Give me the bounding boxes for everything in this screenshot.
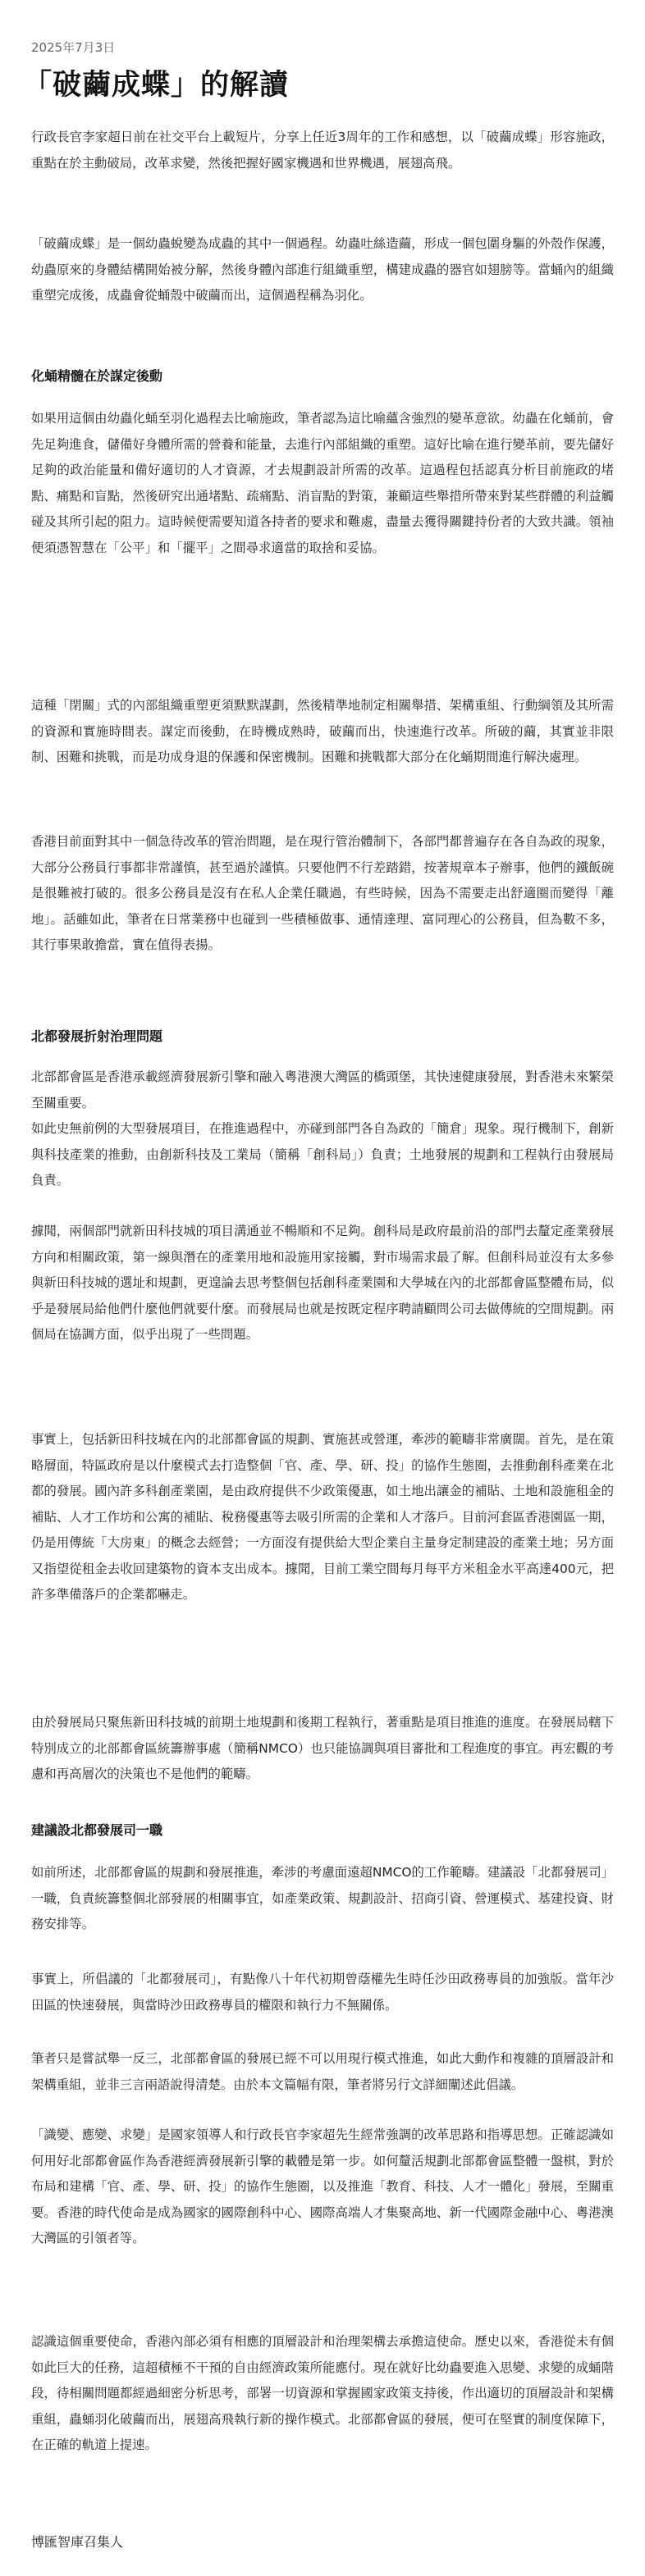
paragraph-2: 「破繭成蝶」是一個幼蟲蛻變為成蟲的其中一個過程。幼蟲吐絲造繭，形成一個包圍身驅的外殼作保護，幼蟲原來的身體結構開始被分解，然後身體內部進行組織重塑，構建成蟲的器官如翅膀等。當蛹內的組織重塑完成後，成蟲會從蛹殼中破繭而出，這個過程稱為羽化。 [31,236,614,303]
paragraph-14: 認識這個重要使命，香港內部必須有相應的頂層設計和治理架構去承擔這使命。歷史以來，香港從未有個如此巨大的任務，這超積極不干預的自由經濟政策所能應付。現在就好比幼蟲要進入思變、求變的成蛹階段，待相關問題都經過細密分析思考，部署一切資源和掌握國家政策支持後，作出適切的頂層設計和架構重組，蟲蛹羽化破繭而出，展翅高飛執行新的操作模式。北部都會區的發展，便可在堅實的制度保障下，在正確的軌道上提速。 [31,2334,614,2452]
section-heading-2: 北都發展折射治理問題 [31,1028,163,1044]
section-heading-1: 化蛹精髓在於謀定後動 [31,368,163,384]
paragraph-8: 事實上，包括新田科技城在內的北部都會區的規劃、實施甚或營運，牽涉的範疇非常廣闊。首先，是在策略層面，特區政府是以什麼模式去打造整個「官、產、學、研、投」的協作生態圈，去推動創科產業在北都的發展。國內許多科創產業園，是由政府提供不少政策優惠，如土地出讓金的補貼、土地和設施租金的補貼、人才工作坊和公寓的補貼、稅務優惠等去吸引所需的企業和人才落戶。目前河套區香港園區一期，仍是用傳統「大房東」的概念去經營；一方面沒有提供給大型企業自主量身定制建設的產業土地；另方面又指望從租金去收回建築物的資本支出成本。據聞，目前工業空間每月每平方米租金水平高達400元，把許多準備落戶的企業都嚇走。 [31,1432,614,1602]
paragraph-12: 筆者只是嘗試舉一反三，北部都會區的發展已經不可以用現行模式推進，如此大動作和複雜的頂層設計和架構重組，並非三言兩語說得清楚。由於本文篇幅有限，筆者將另行文詳細闡述此倡議。 [31,2051,614,2092]
paragraph-7: 據聞，兩個部門就新田科技城的項目溝通並不暢順和不足夠。創科局是政府最前沿的部門去釐定產業發展方向和相關政策，第一線與潛在的產業用地和設施用家接觸，對市場需求最了解。但創科局並沒有太多參與新田科技城的選址和規劃，更遑論去思考整個包括創科產業園和大學城在內的北部都會區整體布局，似乎是發展局給他們什麼他們就要什麼。而發展局也就是按既定程序聘請顧問公司去做傳統的空間規劃。兩個局在協調方面，似乎出現了一些問題。 [31,1224,614,1342]
paragraph-4: 這種「閉關」式的內部組織重塑更須默默謀劃，然後精準地制定相關舉措、架構重組、行動綱領及其所需的資源和實施時間表。謀定而後動，在時機成熟時，破繭而出，快速進行改革。所破的繭，其實並非限制、困難和挑戰，而是功成身退的保護和保密機制。困難和挑戰都大部分在化蛹期間進行解決處理。 [31,698,614,764]
article-title: 「破繭成蝶」的解讀 [23,69,290,102]
paragraph-11: 事實上，所倡議的「北都發展司」，有點像八十年代初期曾蔭權先生時任沙田政務專員的加強版。當年沙田區的快速發展，與當時沙田政務專員的權限和執行力不無關係。 [31,1972,614,2013]
paragraph-13: 「識變、應變、求變」是國家領導人和行政長官李家超先生經常強調的改革思路和指導思想。正確認識如何用好北部都會區作為香港經濟發展新引擎的載體是第一步。如何釐活規劃北部都會區整體一盤棋，對於布局和建構「官、產、學、研、投」的協作生態圈，以及推進「教育、科技、人才一體化」發展，至關重要。香港的時代使命是成為國家的國際創科中心、國際高端人才集聚高地、新一代國際金融中心、粵港澳大灣區的引領者等。 [31,2127,614,2245]
paragraph-3: 如果用這個由幼蟲化蛹至羽化過程去比喻施政，筆者認為這比喻蘊含強烈的變革意欲。幼蟲在化蛹前，會先足夠進食，儲備好身體所需的營養和能量，去進行內部組織的重塑。這好比喻在進行變革前，要先儲好足夠的政治能量和備好適切的人才資源，才去規劃設計所需的改革。這過程包括認真分析目前施政的堵點、痛點和盲點，然後研究出通堵點、疏痛點、消盲點的對策，兼顧這些舉措所帶來對某些群體的利益觸碰及其所引起的阻力。這時候便需要知道各持者的要求和難處，盡量去獲得關鍵持份者的大致共識。領袖便須憑智慧在「公平」和「擺平」之間尋求適當的取捨和妥協。 [31,411,614,555]
paragraph-9: 由於發展局只聚焦新田科技城的前期土地規劃和後期工程執行，著重點是項目推進的進度。在發展局轄下特別成立的北部都會區統籌辦事處（簡稱NMCO）也只能協調與項目審批和工程進度的事宜。再宏觀的考慮和再高層次的決策也不是他們的範疇。 [31,1715,614,1781]
section-heading-3: 建議設北都發展司一職 [31,1822,163,1838]
paragraph-10: 如前所述，北部都會區的規劃和發展推進，牽涉的考慮面遠超NMCO的工作範疇。建議設「北都發展司」一職，負責統籌整個北部發展的相關事宜，如產業政策、規劃設計、招商引資、營運模式、基建投資、財務安排等。 [31,1865,614,1931]
article-date: 2025年7月3日 [31,40,116,55]
paragraph-5: 香港目前面對其中一個急待改革的管治問題，是在現行管治體制下，各部門都普遍存在各自為政的現象，大部分公務員行事都非常謹慎，甚至過於謹慎。只要他們不行差踏錯，按著規章本子辦事，他們的鐵飯碗是很難被打破的。很多公務員是沒有在私人企業任職過，有些時候，因為不需要走出舒適圈而變得「離地」。話雖如此，筆者在日常業務中也碰到一些積極做事、通情達理、富同理心的公務員，但為數不多，其行事果敢擔當，實在值得表揚。 [31,834,614,952]
paragraph-1: 行政長官李家超日前在社交平台上載短片，分享上任近3周年的工作和感想，以「破繭成蝶」形容施政，重點在於主動破局，改革求變，然後把握好國家機遇和世界機遇，展翅高飛。 [31,130,614,171]
author-signature: 博匯智庫召集人 [31,2534,124,2550]
paragraph-6: 北部都會區是香港承載經濟發展新引擎和融入粵港澳大灣區的橋頭堡，其快速健康發展，對香港未來繁榮至關重要。 如此史無前例的大型發展項目，在推進過程中，亦碰到部門各自為政的「簡倉」現象。現行機制下，創新與科技產業的推動，由創新科技及工業局（簡稱「創科局」）負責；土地發展的規劃和工程執行由發展局負責。 [31,1069,614,1188]
